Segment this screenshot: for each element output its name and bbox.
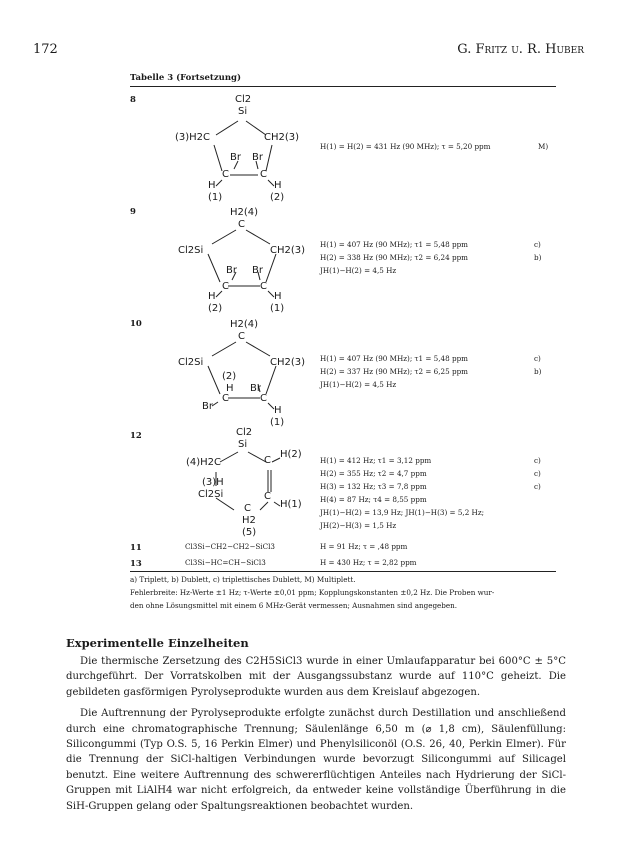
footnote-symbols: a) Triplett, b) Dublett, c) triplettisches Dublett, M) Multiplett. xyxy=(130,575,356,584)
carbon-bottom: C xyxy=(244,503,251,514)
section-heading: Experimentelle Einzelheiten xyxy=(66,636,249,650)
right-group: CH2(3) xyxy=(270,357,306,368)
nmr-line: H(1) = 407 Hz (90 MHz); τ1 = 5,48 ppm xyxy=(320,354,468,363)
nmr-line: H(1) = H(2) = 431 Hz (90 MHz); τ = 5,20 ppm xyxy=(320,142,491,151)
top-group: H2(4) xyxy=(230,207,259,218)
right-group: CH2(3) xyxy=(270,245,306,256)
formula: Cl3Si−HC=CH−SiCl3 xyxy=(185,558,266,567)
table-bottom-rule xyxy=(130,571,556,572)
compound-number: 13 xyxy=(130,559,142,569)
body-text xyxy=(66,654,566,814)
hydrogen-right: H xyxy=(274,180,282,191)
compound-number: 8 xyxy=(130,95,136,105)
nmr-line: H(1) = 412 Hz; τ1 = 3,12 ppm xyxy=(320,456,432,465)
label-1: (1) xyxy=(270,303,285,314)
si-substituent: Cl2 xyxy=(235,94,252,105)
nmr-line: H(2) = 355 Hz; τ2 = 4,7 ppm xyxy=(320,469,427,478)
left-group: (4)H2C xyxy=(186,457,222,468)
br-left: Br xyxy=(230,152,241,163)
reference-mark: c) xyxy=(534,354,541,363)
hydrogen-3: (3)H xyxy=(202,477,224,488)
reference-mark: b) xyxy=(534,367,542,376)
br-right: Br xyxy=(250,383,261,394)
h2-bottom: H2 xyxy=(242,515,256,526)
nmr-line: H = 430 Hz; τ = 2,82 ppm xyxy=(320,558,417,567)
reference-mark: b) xyxy=(534,253,542,262)
hydrogen-left: H xyxy=(208,180,216,191)
nmr-line: H = 91 Hz; τ = ,48 ppm xyxy=(320,542,408,551)
nmr-line: H(1) = 407 Hz (90 MHz); τ1 = 5,48 ppm xyxy=(320,240,468,249)
si-atom: Si xyxy=(238,439,248,450)
nmr-line: H(2) = 337 Hz (90 MHz); τ2 = 6,25 ppm xyxy=(320,367,468,376)
table-caption: Tabelle 3 (Fortsetzung) xyxy=(130,73,242,83)
br-right: Br xyxy=(252,265,263,276)
compound-number: 12 xyxy=(130,431,142,441)
running-title: G. Fritz u. R. Huber xyxy=(457,42,584,57)
top-group: H2(4) xyxy=(230,319,259,330)
carbon-right: C xyxy=(260,393,267,404)
carbon-right: C xyxy=(260,169,267,180)
top-carbon: C xyxy=(238,331,245,342)
page-number: 172 xyxy=(33,42,58,57)
cl2si-group: Cl2Si xyxy=(198,489,224,500)
hydrogen-right: H xyxy=(274,405,282,416)
br-right: Br xyxy=(252,152,263,163)
footnote-errors: Fehlerbreite: Hz-Werte ±1 Hz; τ-Werte ±0,01 ppm; Kopplungskonstanten ±0,2 Hz. Die Proben wur- xyxy=(130,588,495,597)
reference-mark: c) xyxy=(534,482,541,491)
left-group: (3)H2C xyxy=(175,132,211,143)
paragraph: Die thermische Zersetzung des C2H5SiCl3 wurde in einer Umlaufapparatur bei 600°C ± 5°C durchgeführt. Der Vorratskolben mit der Ausgangssubstanz wurde auf 110°C geheizt. Die gebildeten gasförmigen Pyrolyseprodukte wurden aus dem Kreislauf abgezogen. xyxy=(66,656,566,698)
si-substituent: Cl2 xyxy=(236,427,253,438)
left-group: Cl2Si xyxy=(178,245,204,256)
br-left: Br xyxy=(226,265,237,276)
nmr-line: JH(1)−H(2) = 4,5 Hz xyxy=(320,380,397,389)
nmr-line: H(4) = 87 Hz; τ4 = 8,55 ppm xyxy=(320,495,427,504)
right-group: CH2(3) xyxy=(264,132,300,143)
top-carbon: C xyxy=(238,219,245,230)
hydrogen-right: H xyxy=(274,291,282,302)
left-group: Cl2Si xyxy=(178,357,204,368)
label-1: (1) xyxy=(208,192,223,203)
reference-mark: c) xyxy=(534,456,541,465)
nmr-line: JH(2)−H(3) = 1,5 Hz xyxy=(320,521,397,530)
br-left: Br xyxy=(202,401,213,412)
structure-8 xyxy=(175,94,300,205)
carbon-left: C xyxy=(222,393,229,404)
reference-mark: c) xyxy=(534,240,541,249)
structure-12 xyxy=(180,428,310,538)
reference-mark: M) xyxy=(538,142,549,151)
hydrogen-left: H xyxy=(226,383,234,394)
label-2: (2) xyxy=(222,371,237,382)
table-top-rule xyxy=(130,86,556,87)
carbon-lower: C xyxy=(264,491,271,502)
hydrogen-left: H xyxy=(208,291,216,302)
hydrogen-2: H(2) xyxy=(280,449,302,460)
compound-number: 10 xyxy=(130,319,142,329)
nmr-line: H(2) = 338 Hz (90 MHz); τ2 = 6,24 ppm xyxy=(320,253,468,262)
structure-10 xyxy=(180,318,305,430)
carbon-left: C xyxy=(222,281,229,292)
formula: Cl3Si−CH2−CH2−SiCl3 xyxy=(185,542,275,551)
label-2: (2) xyxy=(270,192,285,203)
structure-9 xyxy=(180,206,305,336)
hydrogen-1: H(1) xyxy=(280,499,302,510)
si-atom: Si xyxy=(238,106,248,117)
carbon-right: C xyxy=(260,281,267,292)
carbon-right: C xyxy=(264,455,271,466)
paragraph: Die Auftrennung der Pyrolyseprodukte erfolgte zunächst durch Destillation und anschließend durch eine chromatographische Trennung; Säulenlänge 6,50 m (⌀ 1,8 cm), Säulenfüllung: Silicongummi (Typ O.S. 5, 16 Perkin Elmer) und Phenylsiliconöl (O.S. 26, 40, Perkin Elmer). Für die Trennung der SiCl-haltigen Verbindungen wurde bevorzugt Silicongummi auf Silicagel benutzt. Eine weitere Auftrennung des schwererflüchtigen Anteiles nach Hydrierung der SiCl-Gruppen mit LiAlH4 war nicht erfolgreich, da entweder keine vollständige Überführung in die SiH-Gruppen gelang oder Spaltungsreaktionen beobachtet wurden. xyxy=(66,708,566,812)
label-5: (5) xyxy=(242,527,257,538)
nmr-line: JH(1)−H(2) = 4,5 Hz xyxy=(320,266,397,275)
nmr-line: JH(1)−H(2) = 13,9 Hz; JH(1)−H(3) = 5,2 Hz; xyxy=(320,508,485,517)
label-1: (1) xyxy=(270,417,285,428)
nmr-line: H(3) = 132 Hz; τ3 = 7,8 ppm xyxy=(320,482,427,491)
footnote-errors-cont: den ohne Lösungsmittel mit einem 6 MHz-Gerät vermessen; Ausnahmen sind angegeben. xyxy=(130,601,458,610)
label-2: (2) xyxy=(208,303,223,314)
compound-number: 9 xyxy=(130,207,136,217)
carbon-left: C xyxy=(222,169,229,180)
compound-number: 11 xyxy=(130,543,142,553)
reference-mark: c) xyxy=(534,469,541,478)
